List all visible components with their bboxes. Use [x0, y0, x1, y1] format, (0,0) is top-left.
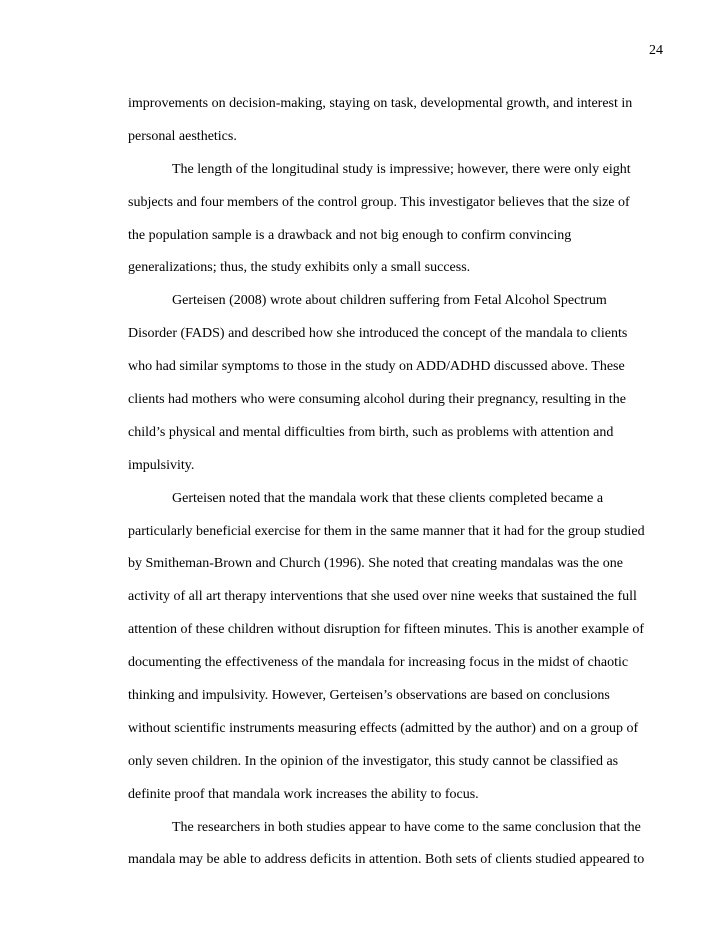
text-line: thinking and impulsivity. However, Gerteisen’s observations are based on conclusions	[128, 688, 610, 704]
body-text	[128, 88, 648, 877]
text-line: clients had mothers who were consuming alcohol during their pregnancy, resulting in the	[128, 392, 626, 408]
paragraph-first-line: Gerteisen noted that the mandala work that these clients completed became a	[172, 490, 604, 506]
text-line: Disorder (FADS) and described how she introduced the concept of the mandala to clients	[128, 326, 628, 342]
text-line: only seven children. In the opinion of the investigator, this study cannot be classified as	[128, 753, 619, 769]
text-line: particularly beneficial exercise for them in the same manner that it had for the group studied	[128, 523, 645, 539]
page-number: 24	[649, 43, 663, 58]
text-line: documenting the effectiveness of the mandala for increasing focus in the midst of chaotic	[128, 655, 629, 671]
text-line: improvements on decision-making, staying on task, developmental growth, and interest in	[128, 96, 633, 111]
paragraph-first-line: The length of the longitudinal study is impressive; however, there were only eight	[172, 161, 631, 177]
text-line: activity of all art therapy interventions that she used over nine weeks that sustained the full	[128, 589, 637, 605]
paragraph-first-line: The researchers in both studies appear to have come to the same conclusion that the	[172, 819, 641, 835]
text-line: definite proof that mandala work increases the ability to focus.	[128, 786, 479, 802]
text-line: generalizations; thus, the study exhibits only a small success.	[128, 260, 471, 276]
paragraph-first-line: Gerteisen (2008) wrote about children suffering from Fetal Alcohol Spectrum	[172, 293, 607, 309]
text-line: mandala may be able to address deficits in attention. Both sets of clients studied appeared to	[128, 852, 645, 868]
text-line: personal aesthetics.	[128, 128, 237, 144]
text-line: child’s physical and mental difficulties from birth, such as problems with attention and	[128, 424, 614, 440]
text-line: without scientific instruments measuring effects (admitted by the author) and on a group of	[128, 720, 639, 736]
text-line: who had similar symptoms to those in the study on ADD/ADHD discussed above. These	[128, 359, 625, 375]
text-line: by Smitheman-Brown and Church (1996). She noted that creating mandalas was the one	[128, 556, 623, 572]
text-line: impulsivity.	[128, 457, 195, 473]
text-line: attention of these children without disruption for fifteen minutes. This is another example of	[128, 622, 645, 638]
text-line: the population sample is a drawback and not big enough to confirm convincing	[128, 227, 572, 243]
text-line: subjects and four members of the control group. This investigator believes that the size of	[128, 194, 630, 210]
